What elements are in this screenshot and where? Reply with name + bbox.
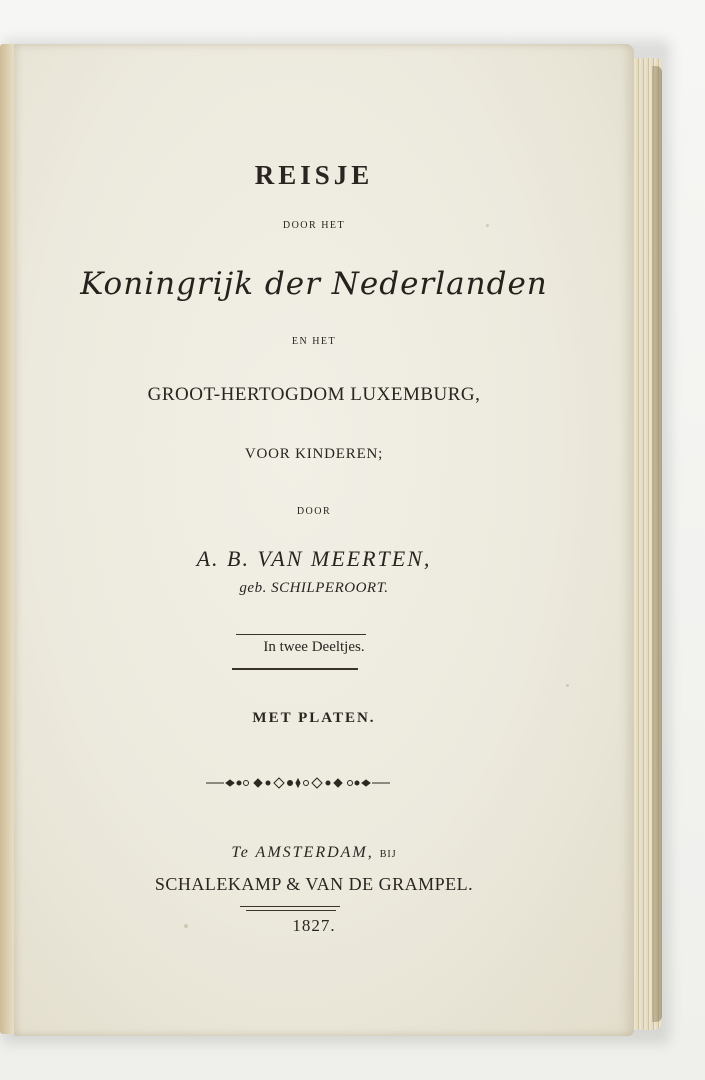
line-groot-hertogdom: GROOT-HERTOGDOM LUXEMBURG, [147, 384, 481, 405]
rule-above-year [240, 906, 340, 907]
rule-above-year-second [246, 910, 336, 911]
title-page [14, 44, 634, 1036]
line-door-het: DOOR HET [282, 220, 346, 231]
plates-note: MET PLATEN. [252, 710, 376, 726]
rule-below-volumes [232, 668, 358, 670]
imprint-bij: BIJ [379, 849, 397, 860]
imprint-city [14, 844, 614, 862]
book-title: REISJE [254, 160, 374, 190]
foxing-spot [566, 684, 569, 687]
imprint-city-name: Te AMSTERDAM, [231, 844, 374, 861]
volumes-note: In twee Deeltjes. [263, 639, 365, 655]
line-en-het: EN HET [291, 336, 337, 347]
rule-above-volumes [236, 634, 366, 635]
typographic-rule-ornament-icon [204, 776, 392, 790]
line-voor-kinderen: VOOR KINDEREN; [244, 446, 384, 462]
cover-edge [652, 66, 662, 1022]
publisher-name: SCHALEKAMP & VAN DE GRAMPEL. [154, 874, 474, 894]
line-door: DOOR [296, 506, 332, 517]
author-name: A. B. VAN MEERTEN, [196, 546, 432, 571]
line-koningrijk: Koningrijk der Nederlanden [80, 266, 548, 302]
publication-year: 1827. [292, 916, 336, 935]
author-maiden-name: geb. SCHILPEROORT. [239, 580, 389, 596]
